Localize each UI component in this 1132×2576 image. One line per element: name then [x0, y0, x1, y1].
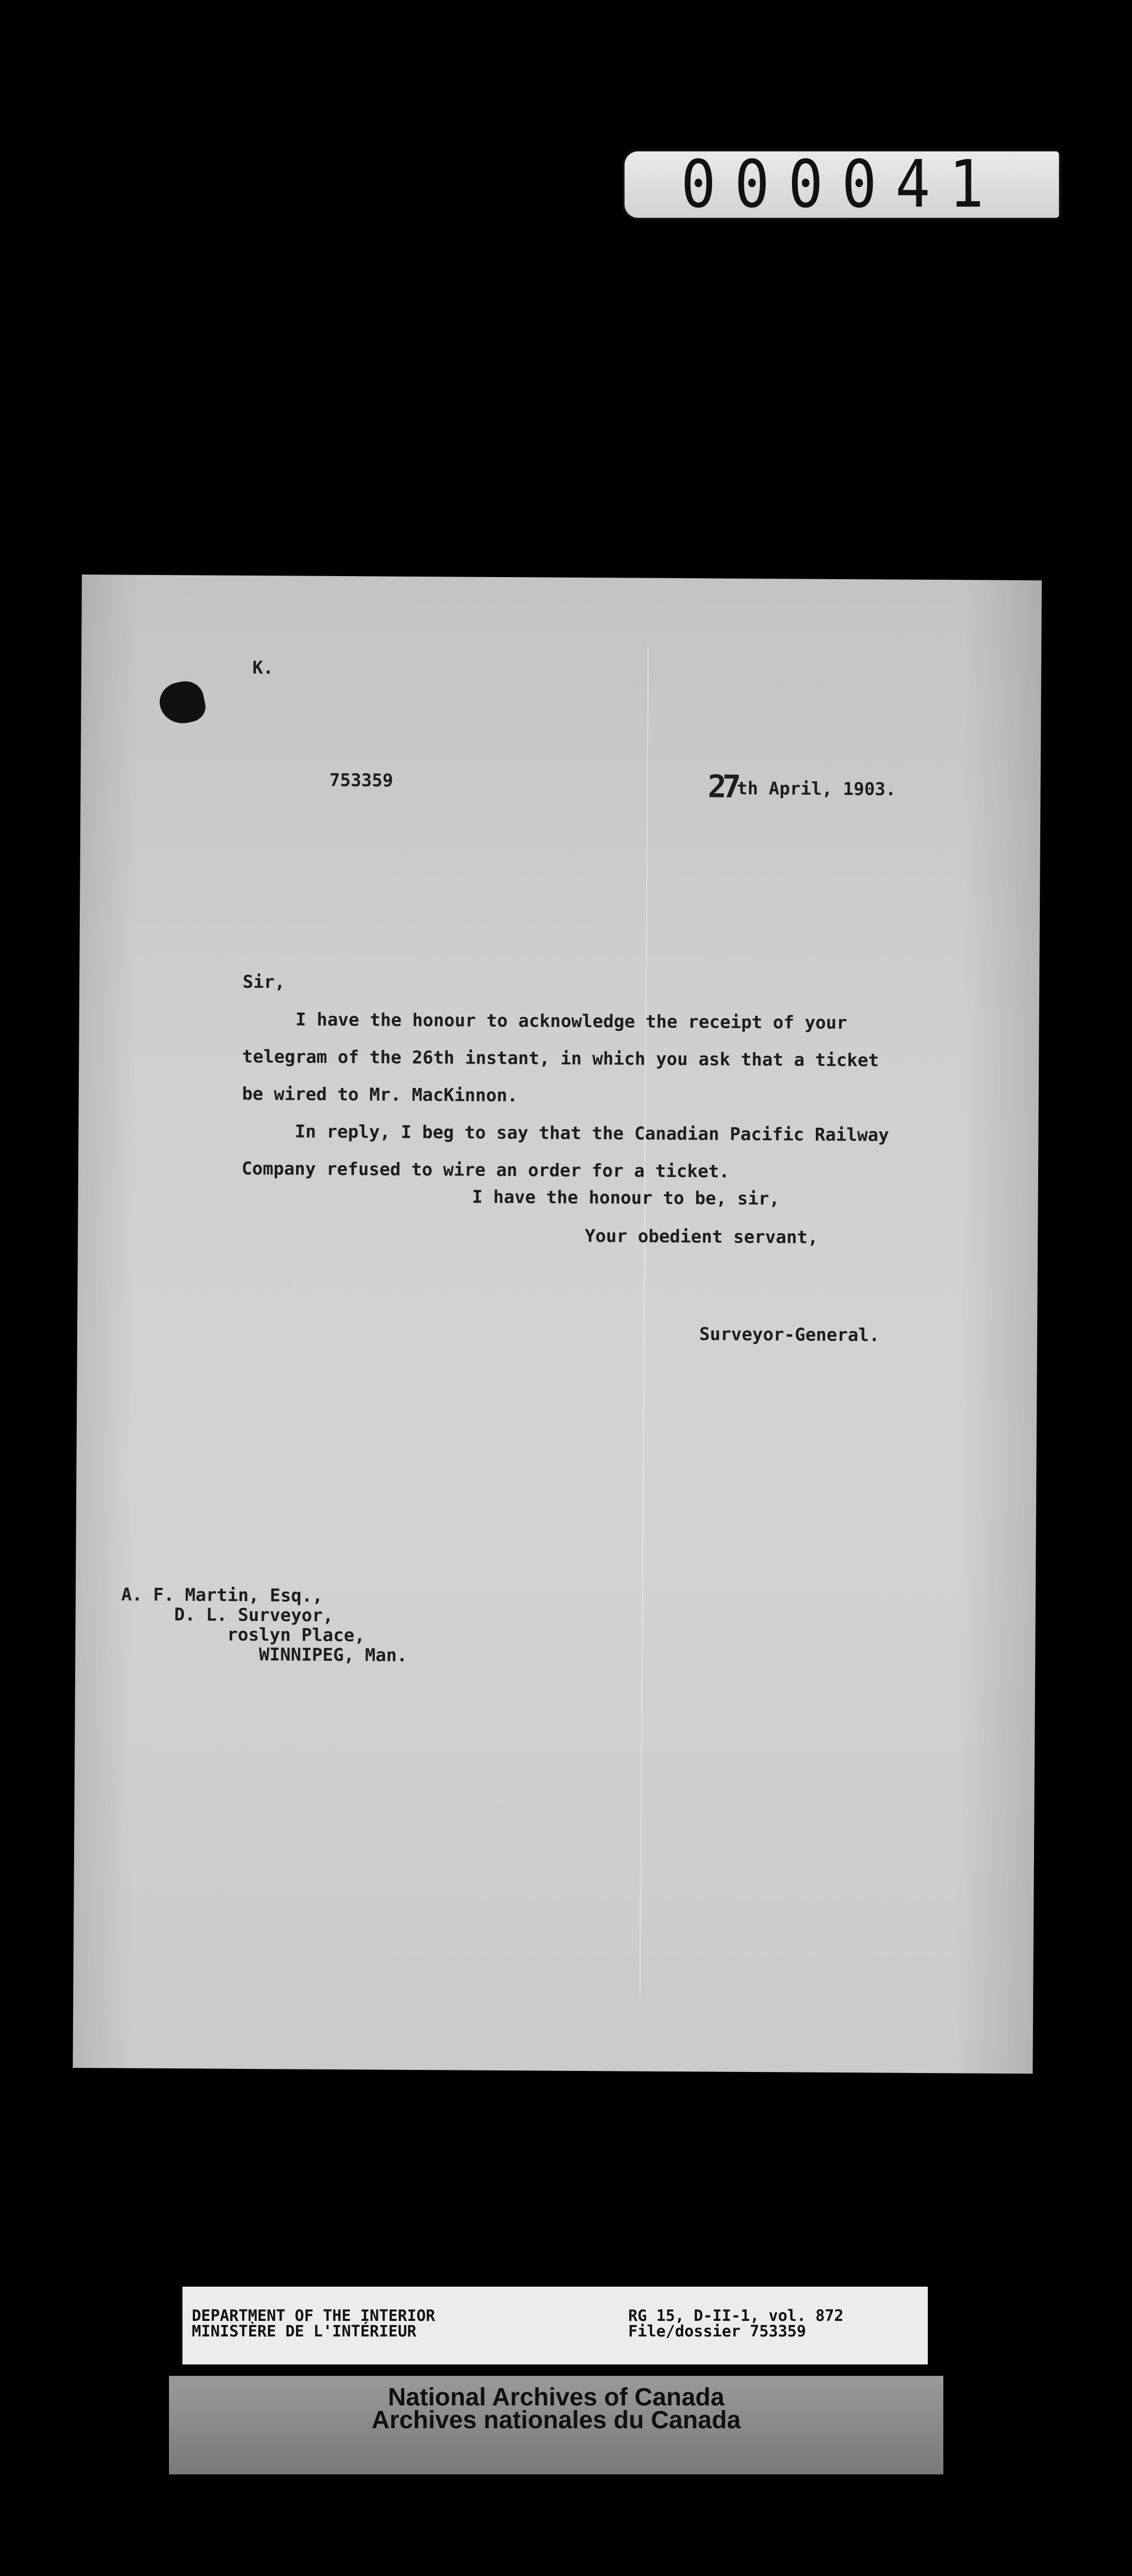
department-en: DEPARTMENT OF THE INTERIOR	[192, 2307, 435, 2325]
frame-number-tag	[625, 147, 1059, 222]
department-fr: MINISTÈRE DE L'INTÉRIEUR	[192, 2322, 417, 2341]
reference-label	[628, 2308, 843, 2340]
body-line: Company refused to wire an order for a ticket.	[241, 1158, 730, 1182]
address-line: A. F. Martin, Esq.,	[121, 1584, 323, 1606]
department-label	[192, 2308, 435, 2340]
body-line: telegram of the 26th instant, in which you ask that a ticket	[242, 1046, 879, 1071]
file-number: 753359	[329, 769, 393, 791]
archives-name-fr: Archives nationales du Canada	[371, 2406, 741, 2434]
date-day: 27	[708, 768, 737, 805]
salutation: Sir,	[243, 971, 286, 993]
body-line: I have the honour to acknowledge the receipt of your	[242, 1009, 847, 1034]
body-line: In reply, I beg to say that the Canadian Pacific Railway	[242, 1121, 889, 1146]
address-line: WINNIPEG, Man.	[121, 1643, 408, 1666]
file-dossier: File/dossier 753359	[628, 2322, 806, 2341]
recipient-address	[121, 1585, 408, 1665]
letter-body	[242, 963, 890, 1192]
record-group: RG 15, D-II-1, vol. 872	[628, 2307, 844, 2325]
address-line: D. L. Surveyor,	[121, 1604, 334, 1627]
closing-line: I have the honour to be, sir,	[472, 1186, 780, 1210]
archives-banner	[169, 2376, 943, 2474]
body-line: be wired to Mr. MacKinnon.	[242, 1083, 518, 1107]
archives-name-en: National Archives of Canada	[388, 2384, 725, 2411]
archive-caption	[182, 2287, 928, 2364]
date-rest: th April, 1903.	[737, 778, 896, 800]
fold-line	[639, 646, 649, 1994]
closing-line: Your obedient servant,	[585, 1225, 818, 1248]
signoff: Surveyor-General.	[699, 1324, 880, 1346]
letter-initial: K.	[252, 657, 274, 679]
punch-hole	[156, 678, 208, 727]
frame-number: 000041	[681, 147, 1003, 222]
letter-date	[708, 768, 896, 805]
letter-sheet	[73, 575, 1042, 2074]
address-line: roslyn Place,	[121, 1623, 365, 1646]
